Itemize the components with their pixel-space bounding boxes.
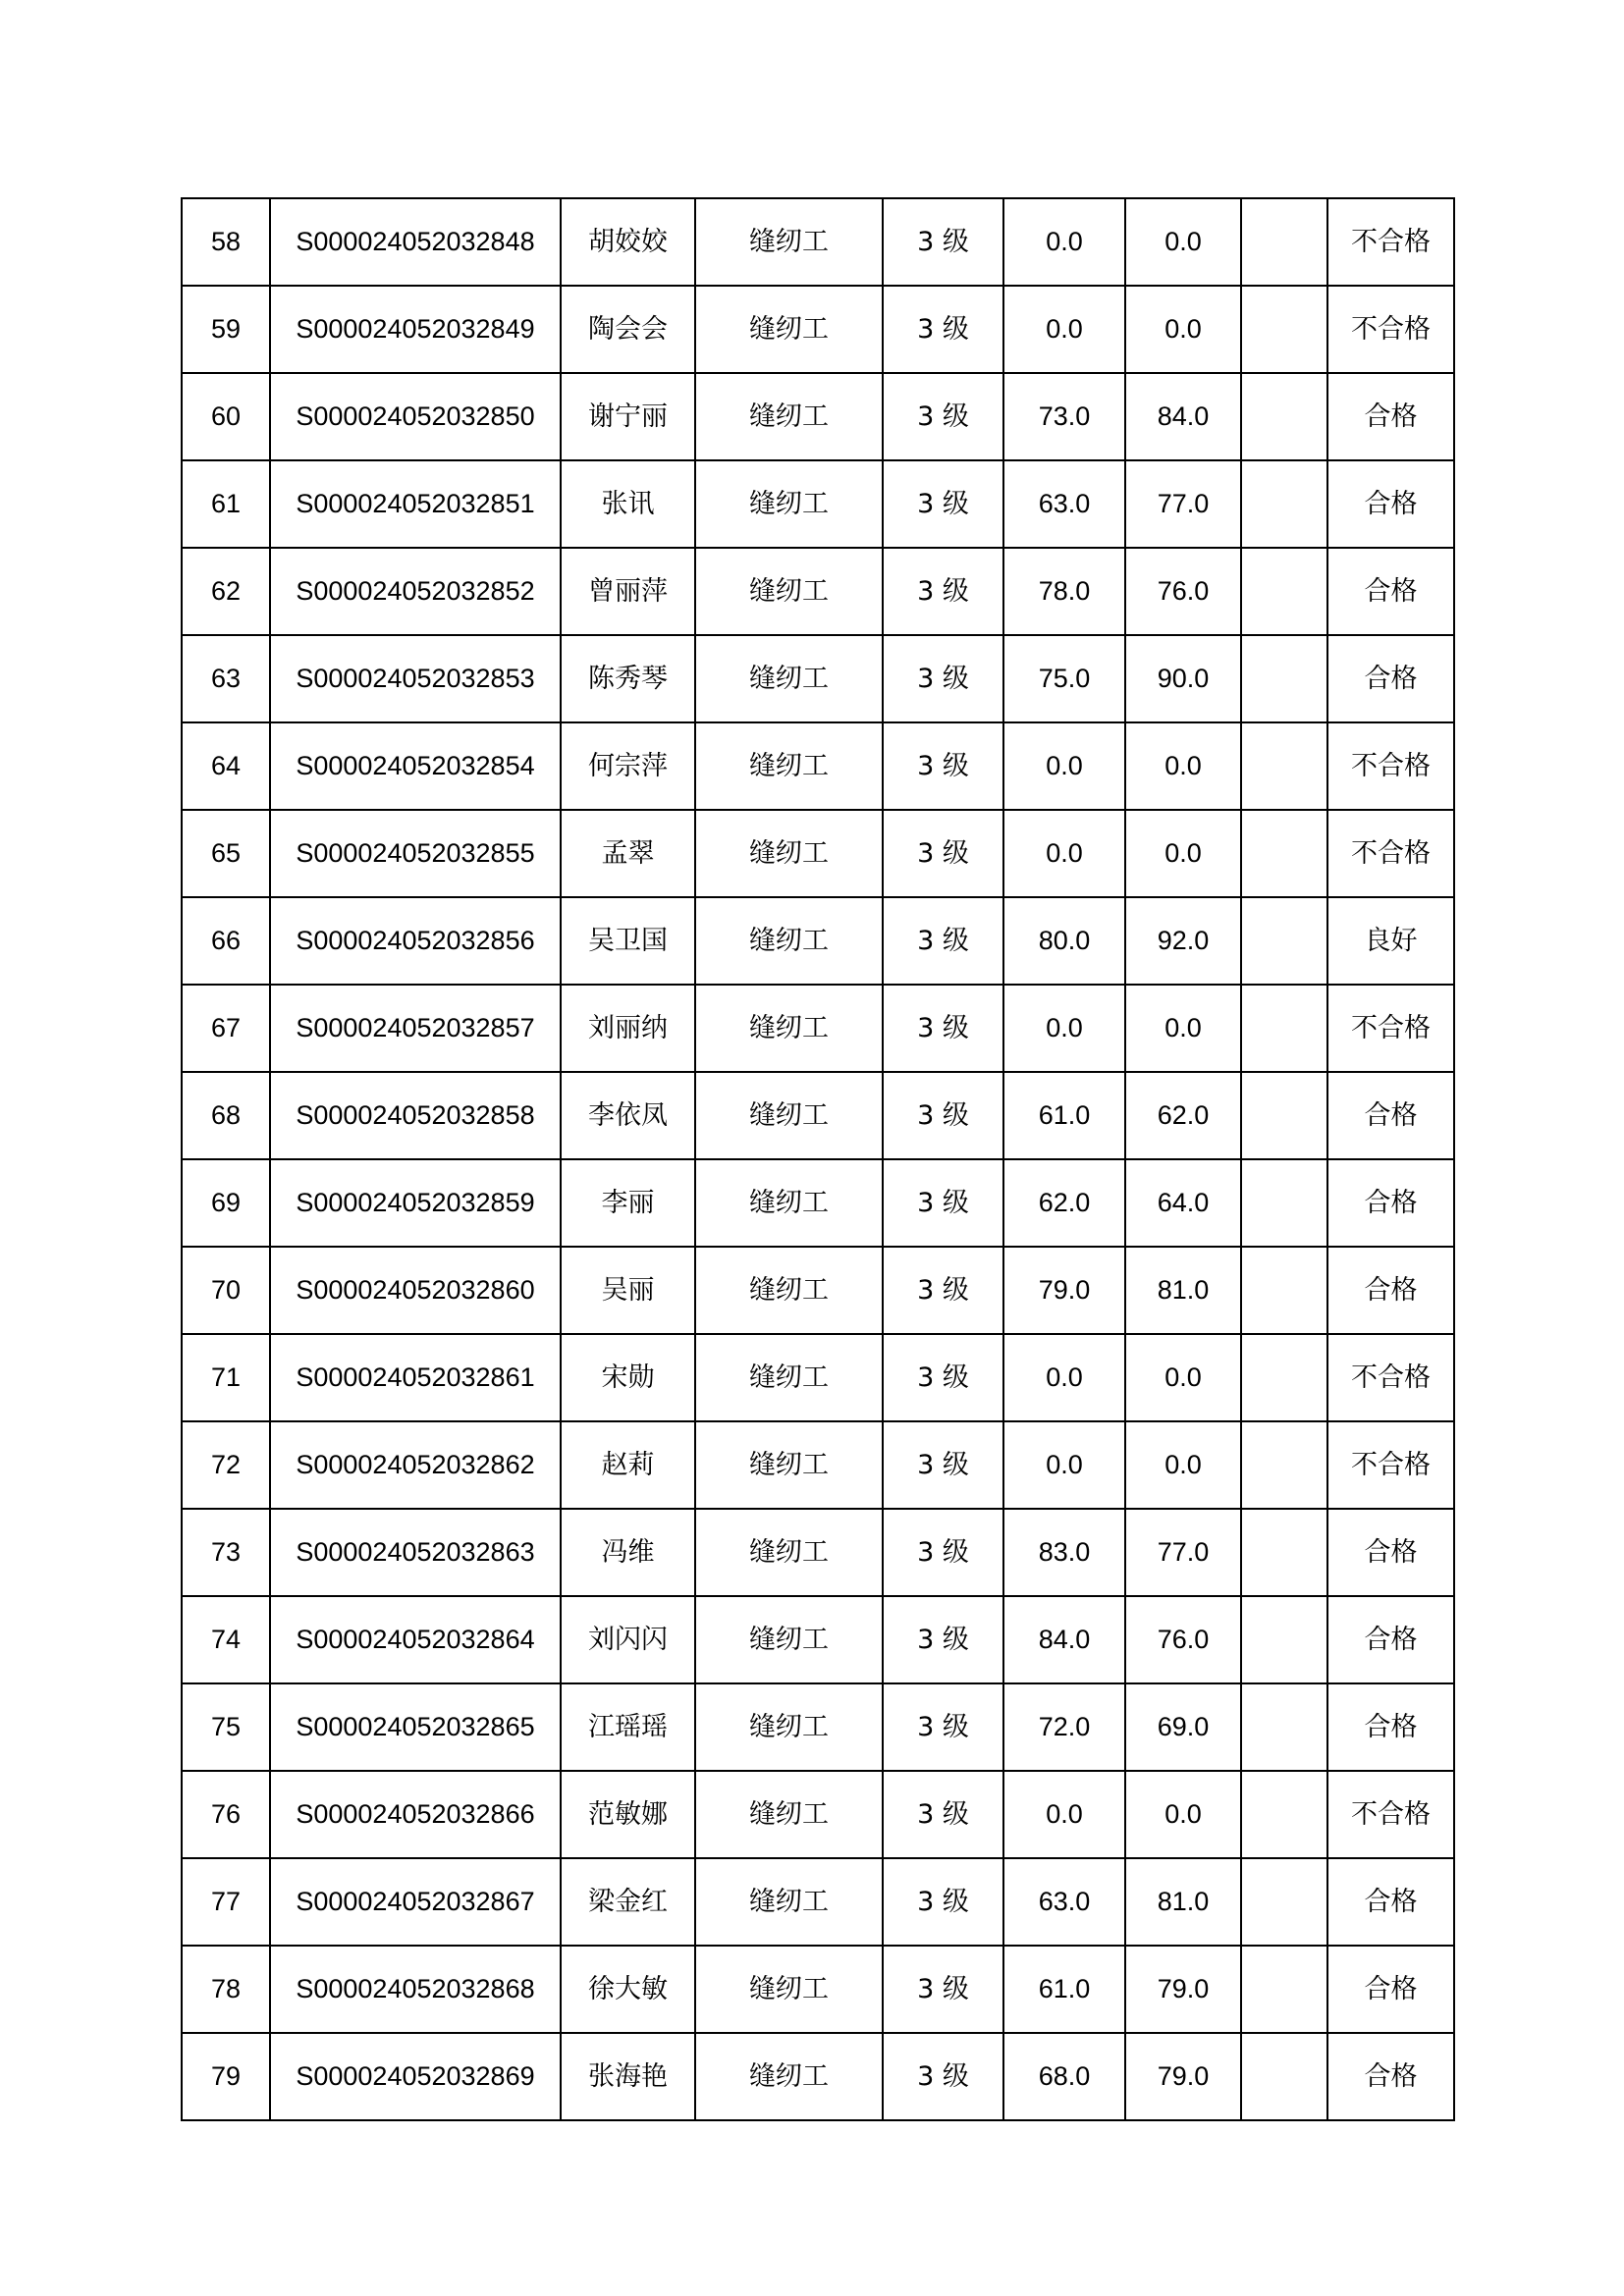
score-practical-cell: 79.0 [1125,2033,1241,2120]
score-practical-cell: 77.0 [1125,1509,1241,1596]
person-name-cell: 刘闪闪 [561,1596,695,1683]
result-cell: 不合格 [1327,1334,1454,1421]
score-theory-cell: 0.0 [1003,1771,1125,1858]
score-practical-cell: 0.0 [1125,1421,1241,1509]
level-cell: 3 级 [883,1159,1003,1247]
score-practical-cell: 62.0 [1125,1072,1241,1159]
table-row [182,373,1454,460]
trade-cell: 缝纫工 [695,1159,883,1247]
remark-cell [1241,1421,1327,1509]
row-number-cell: 61 [182,460,270,548]
result-cell: 不合格 [1327,985,1454,1072]
level-cell: 3 级 [883,1771,1003,1858]
trade-cell: 缝纫工 [695,1072,883,1159]
row-number-cell: 65 [182,810,270,897]
level-cell: 3 级 [883,1509,1003,1596]
score-theory-cell: 84.0 [1003,1596,1125,1683]
row-number-cell: 64 [182,722,270,810]
cert-id-cell: S000024052032852 [270,548,561,635]
row-number-cell: 62 [182,548,270,635]
result-cell: 合格 [1327,1509,1454,1596]
row-number-cell: 72 [182,1421,270,1509]
person-name-cell: 李丽 [561,1159,695,1247]
score-practical-cell: 0.0 [1125,198,1241,286]
person-name-cell: 张海艳 [561,2033,695,2120]
remark-cell [1241,2033,1327,2120]
person-name-cell: 孟翠 [561,810,695,897]
remark-cell [1241,198,1327,286]
result-cell: 合格 [1327,373,1454,460]
trade-cell: 缝纫工 [695,1946,883,2033]
result-cell: 合格 [1327,1596,1454,1683]
row-number-cell: 67 [182,985,270,1072]
row-number-cell: 78 [182,1946,270,2033]
remark-cell [1241,1159,1327,1247]
table-row [182,722,1454,810]
score-practical-cell: 0.0 [1125,985,1241,1072]
remark-cell [1241,1072,1327,1159]
result-cell: 合格 [1327,1247,1454,1334]
trade-cell: 缝纫工 [695,985,883,1072]
remark-cell [1241,1334,1327,1421]
results-table [181,197,1455,2121]
row-number-cell: 66 [182,897,270,985]
score-theory-cell: 63.0 [1003,1858,1125,1946]
table-row [182,985,1454,1072]
score-practical-cell: 64.0 [1125,1159,1241,1247]
person-name-cell: 吴丽 [561,1247,695,1334]
trade-cell: 缝纫工 [695,1596,883,1683]
remark-cell [1241,722,1327,810]
result-cell: 不合格 [1327,1771,1454,1858]
trade-cell: 缝纫工 [695,1247,883,1334]
cert-id-cell: S000024052032862 [270,1421,561,1509]
row-number-cell: 76 [182,1771,270,1858]
person-name-cell: 吴卫国 [561,897,695,985]
level-cell: 3 级 [883,1072,1003,1159]
result-cell: 合格 [1327,635,1454,722]
score-practical-cell: 69.0 [1125,1683,1241,1771]
row-number-cell: 70 [182,1247,270,1334]
score-practical-cell: 77.0 [1125,460,1241,548]
person-name-cell: 陶会会 [561,286,695,373]
trade-cell: 缝纫工 [695,1421,883,1509]
row-number-cell: 59 [182,286,270,373]
score-practical-cell: 0.0 [1125,1334,1241,1421]
remark-cell [1241,1509,1327,1596]
trade-cell: 缝纫工 [695,897,883,985]
score-practical-cell: 76.0 [1125,548,1241,635]
remark-cell [1241,810,1327,897]
score-practical-cell: 79.0 [1125,1946,1241,2033]
remark-cell [1241,1683,1327,1771]
remark-cell [1241,1771,1327,1858]
person-name-cell: 何宗萍 [561,722,695,810]
person-name-cell: 胡姣姣 [561,198,695,286]
person-name-cell: 冯维 [561,1509,695,1596]
result-cell: 良好 [1327,897,1454,985]
table-row [182,635,1454,722]
trade-cell: 缝纫工 [695,460,883,548]
score-practical-cell: 0.0 [1125,722,1241,810]
remark-cell [1241,635,1327,722]
level-cell: 3 级 [883,897,1003,985]
score-theory-cell: 62.0 [1003,1159,1125,1247]
level-cell: 3 级 [883,2033,1003,2120]
table-row [182,1771,1454,1858]
row-number-cell: 58 [182,198,270,286]
trade-cell: 缝纫工 [695,1771,883,1858]
level-cell: 3 级 [883,1946,1003,2033]
person-name-cell: 宋勋 [561,1334,695,1421]
table-row [182,548,1454,635]
score-theory-cell: 0.0 [1003,810,1125,897]
table-row [182,2033,1454,2120]
score-theory-cell: 61.0 [1003,1072,1125,1159]
cert-id-cell: S000024052032867 [270,1858,561,1946]
score-theory-cell: 72.0 [1003,1683,1125,1771]
result-cell: 不合格 [1327,810,1454,897]
table-row [182,1072,1454,1159]
person-name-cell: 曾丽萍 [561,548,695,635]
table-row [182,1334,1454,1421]
score-theory-cell: 0.0 [1003,722,1125,810]
remark-cell [1241,897,1327,985]
table-row [182,286,1454,373]
person-name-cell: 谢宁丽 [561,373,695,460]
cert-id-cell: S000024052032861 [270,1334,561,1421]
row-number-cell: 69 [182,1159,270,1247]
level-cell: 3 级 [883,722,1003,810]
cert-id-cell: S000024052032855 [270,810,561,897]
trade-cell: 缝纫工 [695,2033,883,2120]
table-row [182,198,1454,286]
trade-cell: 缝纫工 [695,198,883,286]
result-cell: 不合格 [1327,722,1454,810]
score-practical-cell: 0.0 [1125,1771,1241,1858]
trade-cell: 缝纫工 [695,722,883,810]
level-cell: 3 级 [883,548,1003,635]
remark-cell [1241,1858,1327,1946]
score-practical-cell: 0.0 [1125,810,1241,897]
score-theory-cell: 79.0 [1003,1247,1125,1334]
cert-id-cell: S000024052032851 [270,460,561,548]
person-name-cell: 江瑶瑶 [561,1683,695,1771]
result-cell: 合格 [1327,1683,1454,1771]
level-cell: 3 级 [883,1247,1003,1334]
trade-cell: 缝纫工 [695,286,883,373]
remark-cell [1241,286,1327,373]
cert-id-cell: S000024052032854 [270,722,561,810]
person-name-cell: 梁金红 [561,1858,695,1946]
level-cell: 3 级 [883,1596,1003,1683]
score-practical-cell: 0.0 [1125,286,1241,373]
score-practical-cell: 76.0 [1125,1596,1241,1683]
cert-id-cell: S000024052032863 [270,1509,561,1596]
trade-cell: 缝纫工 [695,1858,883,1946]
level-cell: 3 级 [883,373,1003,460]
score-theory-cell: 61.0 [1003,1946,1125,2033]
person-name-cell: 李依凤 [561,1072,695,1159]
row-number-cell: 73 [182,1509,270,1596]
level-cell: 3 级 [883,286,1003,373]
cert-id-cell: S000024052032865 [270,1683,561,1771]
trade-cell: 缝纫工 [695,1334,883,1421]
cert-id-cell: S000024052032850 [270,373,561,460]
cert-id-cell: S000024052032853 [270,635,561,722]
table-row [182,1421,1454,1509]
result-cell: 不合格 [1327,286,1454,373]
cert-id-cell: S000024052032858 [270,1072,561,1159]
table-row [182,810,1454,897]
result-cell: 合格 [1327,2033,1454,2120]
remark-cell [1241,985,1327,1072]
person-name-cell: 徐大敏 [561,1946,695,2033]
score-theory-cell: 0.0 [1003,1421,1125,1509]
remark-cell [1241,1596,1327,1683]
person-name-cell: 陈秀琴 [561,635,695,722]
result-cell: 不合格 [1327,1421,1454,1509]
level-cell: 3 级 [883,1683,1003,1771]
result-cell: 合格 [1327,1159,1454,1247]
results-table-body [182,198,1454,2120]
result-cell: 合格 [1327,548,1454,635]
level-cell: 3 级 [883,985,1003,1072]
table-row [182,1946,1454,2033]
score-practical-cell: 81.0 [1125,1247,1241,1334]
row-number-cell: 74 [182,1596,270,1683]
score-practical-cell: 90.0 [1125,635,1241,722]
score-theory-cell: 78.0 [1003,548,1125,635]
table-row [182,1858,1454,1946]
score-theory-cell: 0.0 [1003,286,1125,373]
table-row [182,460,1454,548]
cert-id-cell: S000024052032860 [270,1247,561,1334]
row-number-cell: 75 [182,1683,270,1771]
level-cell: 3 级 [883,810,1003,897]
table-row [182,1596,1454,1683]
score-theory-cell: 83.0 [1003,1509,1125,1596]
level-cell: 3 级 [883,1334,1003,1421]
cert-id-cell: S000024052032848 [270,198,561,286]
trade-cell: 缝纫工 [695,548,883,635]
score-practical-cell: 92.0 [1125,897,1241,985]
row-number-cell: 60 [182,373,270,460]
score-theory-cell: 68.0 [1003,2033,1125,2120]
trade-cell: 缝纫工 [695,373,883,460]
remark-cell [1241,1946,1327,2033]
remark-cell [1241,373,1327,460]
level-cell: 3 级 [883,198,1003,286]
table-row [182,1247,1454,1334]
result-cell: 合格 [1327,1858,1454,1946]
result-cell: 不合格 [1327,198,1454,286]
cert-id-cell: S000024052032866 [270,1771,561,1858]
score-practical-cell: 84.0 [1125,373,1241,460]
row-number-cell: 79 [182,2033,270,2120]
person-name-cell: 赵莉 [561,1421,695,1509]
trade-cell: 缝纫工 [695,1509,883,1596]
row-number-cell: 63 [182,635,270,722]
score-theory-cell: 63.0 [1003,460,1125,548]
row-number-cell: 68 [182,1072,270,1159]
cert-id-cell: S000024052032864 [270,1596,561,1683]
person-name-cell: 刘丽纳 [561,985,695,1072]
result-cell: 合格 [1327,1946,1454,2033]
level-cell: 3 级 [883,460,1003,548]
score-theory-cell: 0.0 [1003,198,1125,286]
score-theory-cell: 0.0 [1003,1334,1125,1421]
level-cell: 3 级 [883,1858,1003,1946]
cert-id-cell: S000024052032849 [270,286,561,373]
trade-cell: 缝纫工 [695,1683,883,1771]
score-theory-cell: 0.0 [1003,985,1125,1072]
table-row [182,1509,1454,1596]
score-theory-cell: 80.0 [1003,897,1125,985]
person-name-cell: 张讯 [561,460,695,548]
score-practical-cell: 81.0 [1125,1858,1241,1946]
row-number-cell: 77 [182,1858,270,1946]
trade-cell: 缝纫工 [695,810,883,897]
result-cell: 合格 [1327,1072,1454,1159]
person-name-cell: 范敏娜 [561,1771,695,1858]
table-row [182,897,1454,985]
level-cell: 3 级 [883,635,1003,722]
score-theory-cell: 75.0 [1003,635,1125,722]
cert-id-cell: S000024052032859 [270,1159,561,1247]
cert-id-cell: S000024052032856 [270,897,561,985]
trade-cell: 缝纫工 [695,635,883,722]
level-cell: 3 级 [883,1421,1003,1509]
cert-id-cell: S000024052032868 [270,1946,561,2033]
score-theory-cell: 73.0 [1003,373,1125,460]
remark-cell [1241,548,1327,635]
cert-id-cell: S000024052032869 [270,2033,561,2120]
row-number-cell: 71 [182,1334,270,1421]
table-row [182,1683,1454,1771]
table-row [182,1159,1454,1247]
result-cell: 合格 [1327,460,1454,548]
cert-id-cell: S000024052032857 [270,985,561,1072]
remark-cell [1241,460,1327,548]
remark-cell [1241,1247,1327,1334]
